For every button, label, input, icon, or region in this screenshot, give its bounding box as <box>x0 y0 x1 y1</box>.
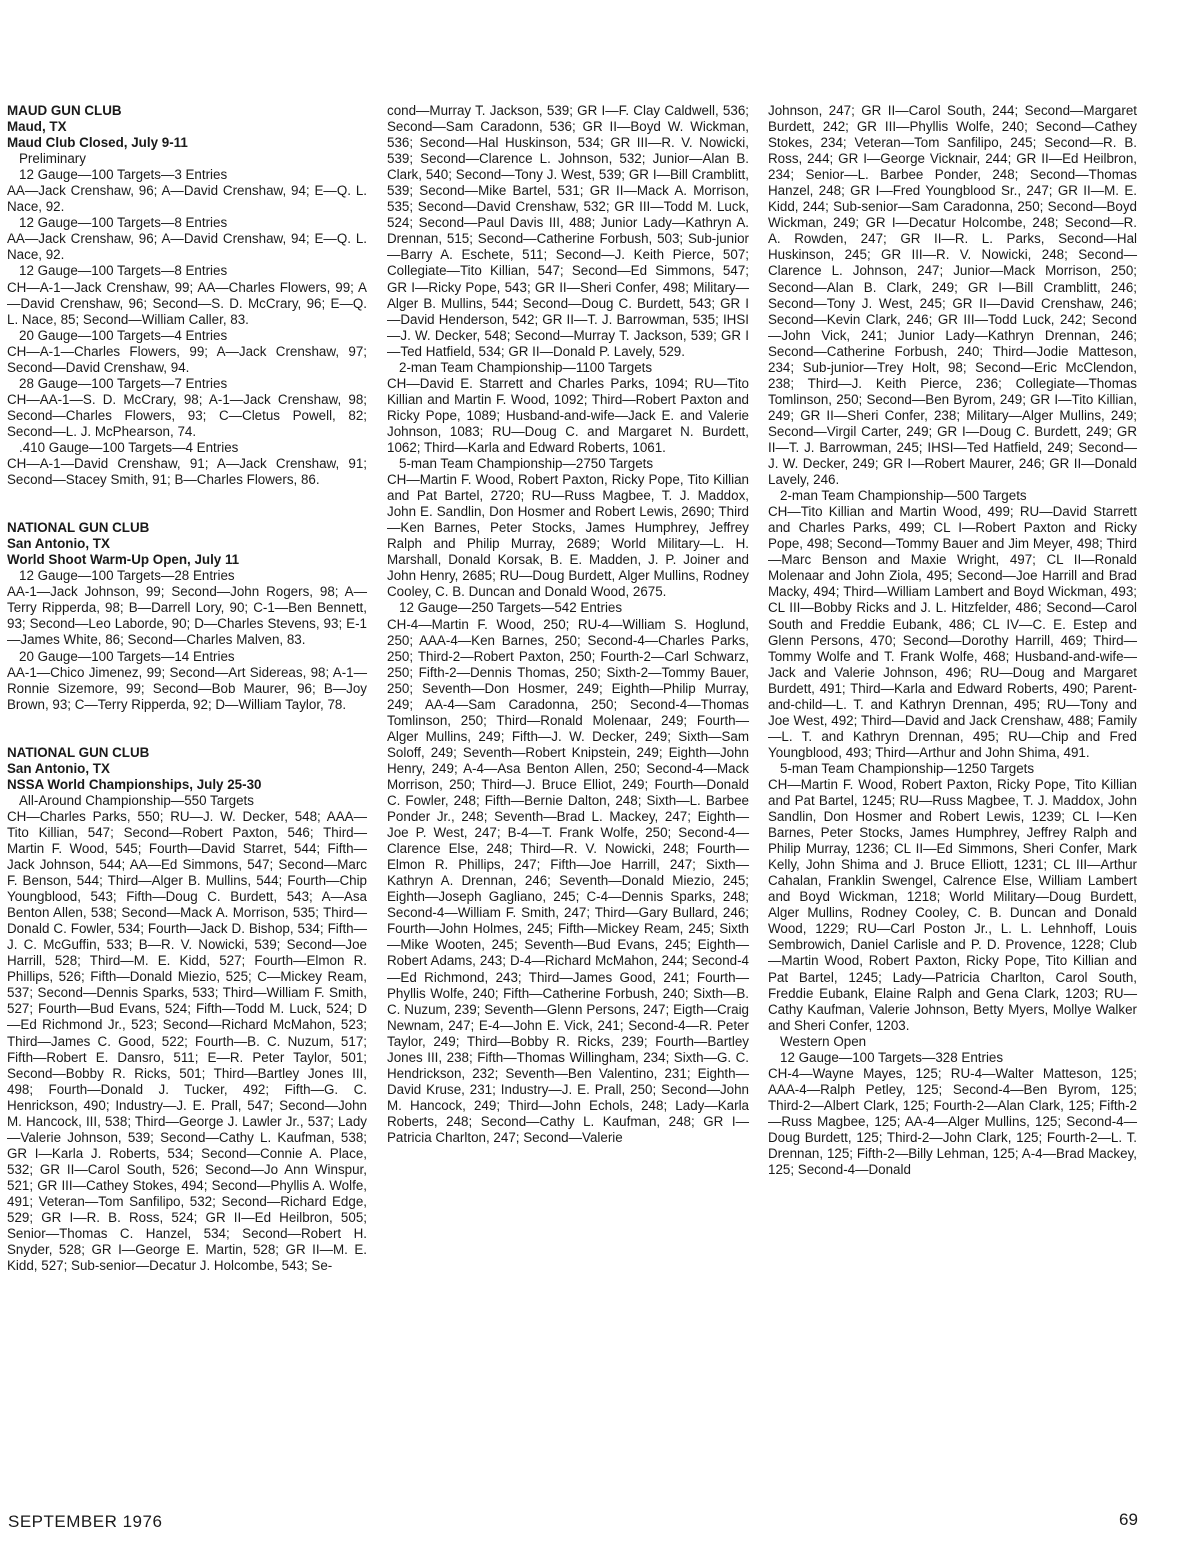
results-paragraph: CH—David E. Starrett and Charles Parks, 1094; RU—Tito Killian and Martin F. Wood, 1092; Third—Robert Paxton and Ricky Pope, 1089; Husband-and-wife—Jack E. and Valerie Johnson, 1083; RU—Doug C. and Margaret N. Burdett, 1062; Third—Karla and Edward Roberts, 1061. <box>387 375 749 455</box>
results-paragraph: CH—Martin F. Wood, Robert Paxton, Ricky Pope, Tito Killian and Pat Bartel, 2720; RU—Russ Magbee, T. J. Maddox, John E. Sandlin, Don Hosmer and Robert Lewis, 2690; Third—Ken Barnes, Peter Stocks, James Humphrey, Jeffrey Ralph and Philip Murray, 2689; World Military—L. H. Marshall, Donald Korsak, B. E. Madden, J. P. Joiner and John Henry, 2685; RU—Doug Burdett, Alger Mullins, Rodney Cooley, C. B. Duncan and Donald Wood, 2675. <box>387 472 749 600</box>
club-name: NATIONAL GUN CLUB <box>7 520 150 536</box>
event-heading: 2-man Team Championship—1100 Targets <box>399 359 653 375</box>
results-paragraph: CH-4—Martin F. Wood, 250; RU-4—William S. Hoglund, 250; AAA-4—Ken Barnes, 250; Second-4—Charles Parks, 250; Third-2—Robert Paxton, 250; Fourth-2—Carl Schwarz, 250; Fifth-2—Dennis Thomas, 250; Sixth-2—Tommy Bauer, 250; Seventh—Don Hosmer, 249; Eighth—Philip Murray, 249; AA-4—Sam Caradonna, 250; Second-4—Thomas Tomlinson, 250; Third—Ronald Molenaar, 249; Fourth—Alger Mullins, 249; Fifth—J. W. Decker, 249; Sixth—Sam Soloff, 249; Seventh—Robert Knipstein, 249; Eighth—John Henry, 249; A-4—Asa Benton Allen, 250; Second-4—Mack Morrison, 250; Third—J. Bruce Elliot, 249; Fourth—Donald C. Fowler, 248; Fifth—Bernie Dalton, 248; Sixth—L. Barbee Ponder Jr., 248; Seventh—Brad L. Mackey, 247; Eighth—Joe P. West, 247; B-4—T. Frank Wolfe, 250; Second-4—Clarence Else, 248; Third—R. V. Nowicki, 248; Fourth—Elmon R. Phillips, 247; Fifth—Joe Harrill, 247; Sixth—Kathryn A. Drennan, 246; Seventh—Donald Miezio, 245; Eighth—Joseph Gagliano, 245; C-4—Dennis Sparks, 248; Second-4—William F. Smith, 247; Third—Gary Bullard, 246; Fourth—John Holmes, 245; Fifth—Mickey Ream, 245; Sixth—Mike Wooten, 245; Seventh—Bud Evans, 245; Eighth—Robert Adams, 243; D-4—Richard McMahon, 244; Second-4—Ed Richmond, 243; Third—James Good, 241; Fourth—Phyllis Wolfe, 240; Fifth—Catherine Forbush, 240; Sixth—B. C. Nuzum, 239; Seventh—Glenn Persons, 247; Eigth—Craig Newnam, 247; E-4—John E. Vick, 241; Second-4—R. Peter Taylor, 249; Third—Bobby R. Ricks, 239; Fourth—Bartley Jones III, 238; Fifth—Thomas Willingham, 234; Sixth—G. C. Hendrickson, 232; Seventh—Ben Valentino, 231; Eighth—David Kruse, 231; Industry—J. E. Prall, 250; Second—John M. Hancock, 249; Third—John Echols, 248; Lady—Karla Roberts, 248; Second—Cathy L. Kaufman, 248; GR I—Patricia Charlton, 247; Second—Valerie <box>387 616 749 1145</box>
column-3 <box>768 103 1137 1178</box>
club-location: San Antonio, TX <box>7 760 110 776</box>
event-heading: 12 Gauge—250 Targets—542 Entries <box>399 600 623 616</box>
event-title: Maud Club Closed, July 9-11 <box>7 135 188 151</box>
results-paragraph: CH—A-1—Charles Flowers, 99; A—Jack Crenshaw, 97; Second—David Crenshaw, 94. <box>7 343 367 375</box>
club-location: Maud, TX <box>7 119 67 135</box>
results-paragraph: AA—Jack Crenshaw, 96; A—David Crenshaw, 94; E—Q. L. Nace, 92. <box>7 231 367 263</box>
results-paragraph: AA-1—Chico Jimenez, 99; Second—Art Sidereas, 98; A-1—Ronnie Sizemore, 99; Second—Bob Maurer, 96; B—Joy Brown, 93; C—Terry Ripperda, 92; D—William Taylor, 78. <box>7 664 367 712</box>
club-name: MAUD GUN CLUB <box>7 103 122 118</box>
event-heading: .410 Gauge—100 Targets—4 Entries <box>19 439 239 455</box>
column-1 <box>7 103 367 1274</box>
event-heading: 2-man Team Championship—500 Targets <box>780 488 1027 504</box>
event-heading: 5-man Team Championship—1250 Targets <box>780 760 1035 776</box>
results-paragraph: AA—Jack Crenshaw, 96; A—David Crenshaw, 94; E—Q. L. Nace, 92. <box>7 183 367 215</box>
results-paragraph: CH—Martin F. Wood, Robert Paxton, Ricky Pope, Tito Killian and Pat Bartel, 1245; RU—Russ Magbee, T. J. Maddox, John Sandlin, Don Hosmer and Robert Lewis, 1239; CL I—Ken Barnes, Peter Stocks, James Humphrey, Jeffrey Ralph and Philip Murray, 1236; CL II—Ed Simmons, Sheri Confer, Mark Kelly, John Shima and J. Bruce Elliott, 1231; CL III—Arthur Cahalan, Franklin Swengel, Calrence Else, William Lambert and Boyd Wickman, 1218; World Military—Doug Burdett, Alger Mullins, Rodney Cooley, C. B. Duncan and Donald Wood, 1229; RU—Carl Poston Jr., L. L. Lehnhoff, Louis Sembrowich, Daniel Carlisle and P. D. Provence, 1228; Club—Martin Wood, Robert Paxton, Ricky Pope, Tito Killian and Pat Bartel, 1245; Lady—Patricia Charlton, Carol South, Freddie Eubank, Elaine Ralph and Gena Clark, 1203; RU—Cathy Kaufman, Valerie Johnson, Betty Myers, Mollye Walker and Sheri Confer, 1203. <box>768 776 1137 1033</box>
event-heading: 20 Gauge—100 Targets—4 Entries <box>19 327 228 343</box>
club-section <box>7 745 367 1275</box>
results-paragraph: CH—A-1—Jack Crenshaw, 99; AA—Charles Flowers, 99; A—David Crenshaw, 96; Second—S. D. McCrary, 96; E—Q. L. Nace, 85; Second—William Caller, 83. <box>7 279 367 327</box>
page-number: 69 <box>1119 1510 1138 1529</box>
club-section <box>7 103 367 488</box>
event-heading: All-Around Championship—550 Targets <box>19 792 254 808</box>
event-heading: 20 Gauge—100 Targets—14 Entries <box>19 648 235 664</box>
club-section <box>768 103 1137 1178</box>
club-section <box>387 103 749 1146</box>
results-paragraph: Johnson, 247; GR II—Carol South, 244; Second—Margaret Burdett, 242; GR III—Phyllis Wolfe, 240; Second—Cathey Stokes, 234; Veteran—Tom Sanfilipo, 245; Second—R. B. Ross, 244; GR I—George Vicknair, 244; GR II—Ed Heilbron, 234; Senior—L. Barbee Ponder, 248; Second—Thomas Hanzel, 248; GR I—Fred Youngblood Sr., 247; GR II—M. E. Kidd, 244; Sub-senior—Sam Caradonna, 250; Second—Boyd Wickman, 249; GR I—Decatur Holcombe, 248; Second—R. A. Rowden, 247; GR II—R. L. Parks, Second—Hal Huskinson, 245; GR III—R. V. Nowicki, 248; Second—Clarence L. Johnson, 247; Junior—Mack Morrison, 250; Second—Alan B. Clark, 249; GR I—Bill Cramblitt, 246; Second—Tony J. West, 245; GR II—David Crenshaw, 246; Second—Kevin Clark, 246; GR III—Todd Luck, 242; Second—John Vick, 241; Junior Lady—Kathryn Drennan, 246; Second—Catherine Forbush, 240; Third—Jodie Matteson, 234; Sub-junior—Trey Holt, 98; Second—Eric McClendon, 238; Third—J. Keith Pierce, 236; Collegiate—Thomas Tomlinson, 250; Second—Ben Byrom, 249; GR I—Tito Killian, 249; GR II—Sheri Confer, 238; Military—Alger Mullins, 249; Second—Virgil Carter, 249; GR I—Doug C. Burdett, 249; GR II—T. J. Barrowman, 245; IHSI—Ted Hatfield, 249; Second—J. W. Decker, 249; GR I—Robert Maurer, 246; GR II—Donald Lavely, 246. <box>768 103 1137 488</box>
club-name: NATIONAL GUN CLUB <box>7 744 150 760</box>
club-section <box>7 520 367 713</box>
event-heading: 12 Gauge—100 Targets—3 Entries <box>19 167 228 183</box>
results-paragraph: CH—A-1—David Crenshaw, 91; A—Jack Crenshaw, 91; Second—Stacey Smith, 91; B—Charles Flowers, 86. <box>7 456 367 488</box>
event-heading: 12 Gauge—100 Targets—8 Entries <box>19 215 228 231</box>
event-heading: Western Open <box>780 1033 867 1049</box>
event-title: NSSA World Championships, July 25-30 <box>7 776 262 792</box>
event-heading: 12 Gauge—100 Targets—328 Entries <box>780 1049 1004 1065</box>
event-heading: 12 Gauge—100 Targets—28 Entries <box>19 568 235 584</box>
event-heading: 12 Gauge—100 Targets—8 Entries <box>19 263 228 279</box>
event-heading: Preliminary <box>19 151 86 167</box>
results-paragraph: cond—Murray T. Jackson, 539; GR I—F. Clay Caldwell, 536; Second—Sam Caradonn, 536; GR II—Boyd W. Wickman, 536; Second—Hal Huskinson, 534; GR III—R. V. Nowicki, 539; Second—Clarence L. Johnson, 532; Junior—Alan B. Clark, 540; Second—Tony J. West, 539; GR I—Bill Cramblitt, 539; Second—Mike Bartel, 531; GR II—Mack A. Morrison, 535; Second—David Crenshaw, 532; GR III—Todd M. Luck, 524; Second—Paul Davis III, 488; Junior Lady—Kathryn A. Drennan, 515; Second—Catherine Forbush, 503; Sub-junior—Barry A. Eschete, 511; Second—J. Keith Pierce, 507; Collegiate—Tito Killian, 547; Second—Ed Simmons, 547; GR I—Ricky Pope, 543; GR II—Sheri Confer, 498; Military—Alger B. Mullins, 544; Second—Doug C. Burdett, 543; GR I—David Henderson, 542; GR II—T. J. Barrowman, 535; IHSI—J. W. Decker, 548; Second—Murray T. Jackson, 539; GR I—Ted Hatfield, 534; GR II—Donald P. Lavely, 529. <box>387 103 749 359</box>
event-heading: 28 Gauge—100 Targets—7 Entries <box>19 375 228 391</box>
results-paragraph: CH—Charles Parks, 550; RU—J. W. Decker, 548; AAA—Tito Killian, 547; Second—Robert Paxton, 546; Third—Martin F. Wood, 545; Fourth—David Starret, 544; Fifth—Jack Johnson, 544; AA—Ed Simmons, 547; Second—Marc F. Benson, 544; Third—Alger B. Mullins, 544; Fourth—Chip Youngblood, 543; Fifth—Doug C. Burdett, 543; A—Asa Benton Allen, 538; Second—Mack A. Morrison, 535; Third—Donald C. Fowler, 534; Fourth—Jack D. Bishop, 534; Fifth—J. C. McGuffin, 533; B—R. V. Nowicki, 539; Second—Joe Harrill, 528; Third—M. E. Kidd, 527; Fourth—Elmon R. Phillips, 526; Fifth—Donald Miezio, 525; C—Mickey Ream, 537; Second—Dennis Sparks, 533; Third—William F. Smith, 527; Fourth—Bud Evans, 524; Fifth—Todd M. Luck, 524; D—Ed Richmond Jr., 523; Second—Richard McMahon, 523; Third—James C. Good, 522; Fourth—B. C. Nuzum, 517; Fifth—Robert E. Dansro, 511; E—R. Peter Taylor, 501; Second—Bobby R. Ricks, 501; Third—Bartley Jones III, 498; Fourth—Donald J. Tucker, 492; Fifth—G. C. Henrickson, 490; Industry—J. E. Prall, 547; Second—John M. Hancock, III, 538; Third—George J. Lawler Jr., 537; Lady—Valerie Johnson, 539; Second—Cathy L. Kaufman, 538; GR I—Karla J. Roberts, 534; Second—Connie A. Place, 532; GR II—Carol South, 526; Second—Jo Ann Winspur, 521; GR III—Cathey Stokes, 494; Second—Phyllis A. Wolfe, 491; Veteran—Tom Sanfilipo, 532; Second—Richard Edge, 529; GR I—R. B. Ross, 524; GR II—Ed Heilbron, 505; Senior—Thomas C. Hanzel, 534; Second—Robert H. Snyder, 528; GR I—George E. Martin, 528; GR II—M. E. Kidd, 527; Sub-senior—Decatur J. Holcombe, 543; Se- <box>7 808 367 1274</box>
results-paragraph: CH—AA-1—S. D. McCrary, 98; A-1—Jack Crenshaw, 98; Second—Charles Flowers, 93; C—Cletus Powell, 82; Second—L. J. McPhearson, 74. <box>7 391 367 439</box>
results-paragraph: CH—Tito Killian and Martin Wood, 499; RU—David Starrett and Charles Parks, 499; CL I—Robert Paxton and Ricky Pope, 498; Second—Tommy Bauer and Jim Meyer, 498; Third—Marc Benson and Maxie Wright, 497; CL II—Ronald Molenaar and John Ziola, 495; Second—Joe Harrill and Brad Macky, 494; Third—William Lambert and Boyd Wickman, 493; CL III—Bobby Ricks and J. L. Hitzfelder, 486; Second—Carol South and Freddie Eubank, 486; CL IV—C. E. Estep and Glenn Persons, 470; Second—Dorothy Harrill, 469; Third—Tommy Wolfe and T. Frank Wolfe, 468; Husband-and-wife—Jack and Valerie Johnson, 496; RU—Doug and Margaret Burdett, 491; Third—Karla and Edward Roberts, 490; Parent-and-child—L. T. and Kathryn Drennan, 495; RU—Tony and Joe West, 492; Third—David and Jack Crenshaw, 488; Family—L. T. and Kathryn Drennan, 495; RU—Chip and Fred Youngblood, 493; Third—Arthur and John Shima, 491. <box>768 504 1137 760</box>
event-title: World Shoot Warm-Up Open, July 11 <box>7 552 240 568</box>
results-paragraph: AA-1—Jack Johnson, 99; Second—John Rogers, 98; A—Terry Ripperda, 98; B—Darrell Lory, 90; C-1—Ben Bennett, 93; Second—Leo Laborde, 90; D—Charles Stevens, 93; E-1—James White, 86; Second—Charles Malven, 83. <box>7 584 367 648</box>
event-heading: 5-man Team Championship—2750 Targets <box>399 456 654 472</box>
column-2 <box>387 103 749 1146</box>
issue-date: SEPTEMBER 1976 <box>8 1512 163 1531</box>
club-location: San Antonio, TX <box>7 536 110 552</box>
results-paragraph: CH-4—Wayne Mayes, 125; RU-4—Walter Matteson, 125; AAA-4—Ralph Petley, 125; Second-4—Ben Byrom, 125; Third-2—Albert Clark, 125; Fourth-2—Alan Clark, 125; Fifth-2—Russ Magbee, 125; AA-4—Alger Mullins, 125; Second-4—Doug Burdett, 125; Third-2—John Clark, 125; Fourth-2—L. T. Drennan, 125; Fifth-2—Billy Lehman, 125; A-4—Brad Mackey, 125; Second-4—Donald <box>768 1065 1137 1178</box>
